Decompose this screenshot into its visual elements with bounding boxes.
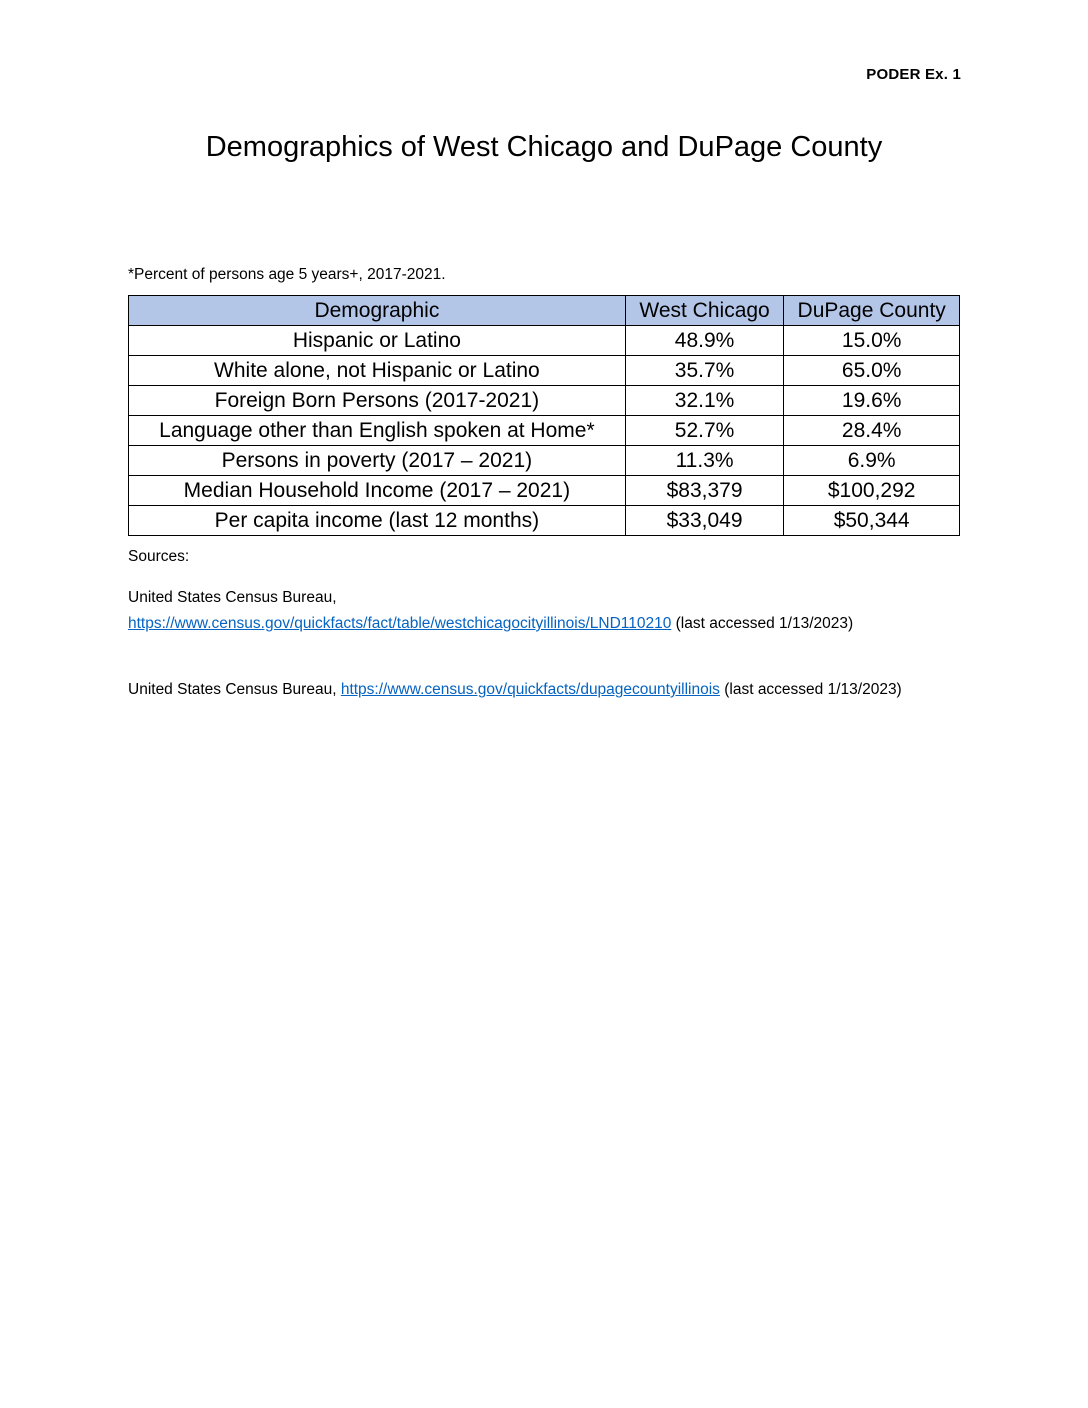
west-chicago-cell: 35.7%: [625, 356, 784, 386]
west-chicago-cell: 32.1%: [625, 386, 784, 416]
source-link[interactable]: https://www.census.gov/quickfacts/dupagecountyillinois: [340, 681, 720, 698]
table-row: [129, 416, 960, 446]
dupage-county-cell: $50,344: [784, 506, 960, 536]
table-row: [129, 356, 960, 386]
document-title: Demographics of West Chicago and DuPage County: [205, 131, 883, 163]
dupage-county-cell: 19.6%: [784, 386, 960, 416]
dupage-county-cell: 65.0%: [784, 356, 960, 386]
dupage-county-cell: 15.0%: [784, 326, 960, 356]
source-link[interactable]: https://www.census.gov/quickfacts/fact/table/westchicagocityillinois/LND110210: [128, 615, 672, 632]
west-chicago-cell: $83,379: [625, 476, 784, 506]
exhibit-label: PODER Ex. 1: [866, 66, 961, 83]
demographic-cell: Hispanic or Latino: [129, 326, 626, 356]
west-chicago-cell: $33,049: [625, 506, 784, 536]
demographic-cell: Foreign Born Persons (2017-2021): [129, 386, 626, 416]
column-header-dupage-county: DuPage County: [784, 296, 960, 326]
source-publisher: United States Census Bureau,: [128, 681, 341, 698]
source-citation: [128, 677, 948, 703]
west-chicago-cell: 48.9%: [625, 326, 784, 356]
table-row: [129, 506, 960, 536]
sources-heading: Sources:: [128, 548, 190, 565]
source-access-date: (last accessed 1/13/2023): [719, 681, 902, 698]
table-row: [129, 446, 960, 476]
table-footnote: *Percent of persons age 5 years+, 2017-2021.: [128, 266, 446, 283]
dupage-county-cell: 6.9%: [784, 446, 960, 476]
column-header-demographic: Demographic: [129, 296, 626, 326]
source-access-date: (last accessed 1/13/2023): [671, 615, 854, 632]
column-header-west-chicago: West Chicago: [625, 296, 784, 326]
west-chicago-cell: 52.7%: [625, 416, 784, 446]
demographic-cell: Language other than English spoken at Home*: [129, 416, 626, 446]
source-citation: [128, 585, 948, 637]
table-row: [129, 326, 960, 356]
demographic-cell: Per capita income (last 12 months): [129, 506, 626, 536]
table-row: [129, 386, 960, 416]
demographic-cell: Persons in poverty (2017 – 2021): [129, 446, 626, 476]
demographic-cell: Median Household Income (2017 – 2021): [129, 476, 626, 506]
table-row: [129, 476, 960, 506]
source-publisher: United States Census Bureau,: [128, 589, 337, 606]
dupage-county-cell: $100,292: [784, 476, 960, 506]
demographics-table: [128, 295, 960, 536]
west-chicago-cell: 11.3%: [625, 446, 784, 476]
demographic-cell: White alone, not Hispanic or Latino: [129, 356, 626, 386]
table-header-row: [129, 296, 960, 326]
dupage-county-cell: 28.4%: [784, 416, 960, 446]
